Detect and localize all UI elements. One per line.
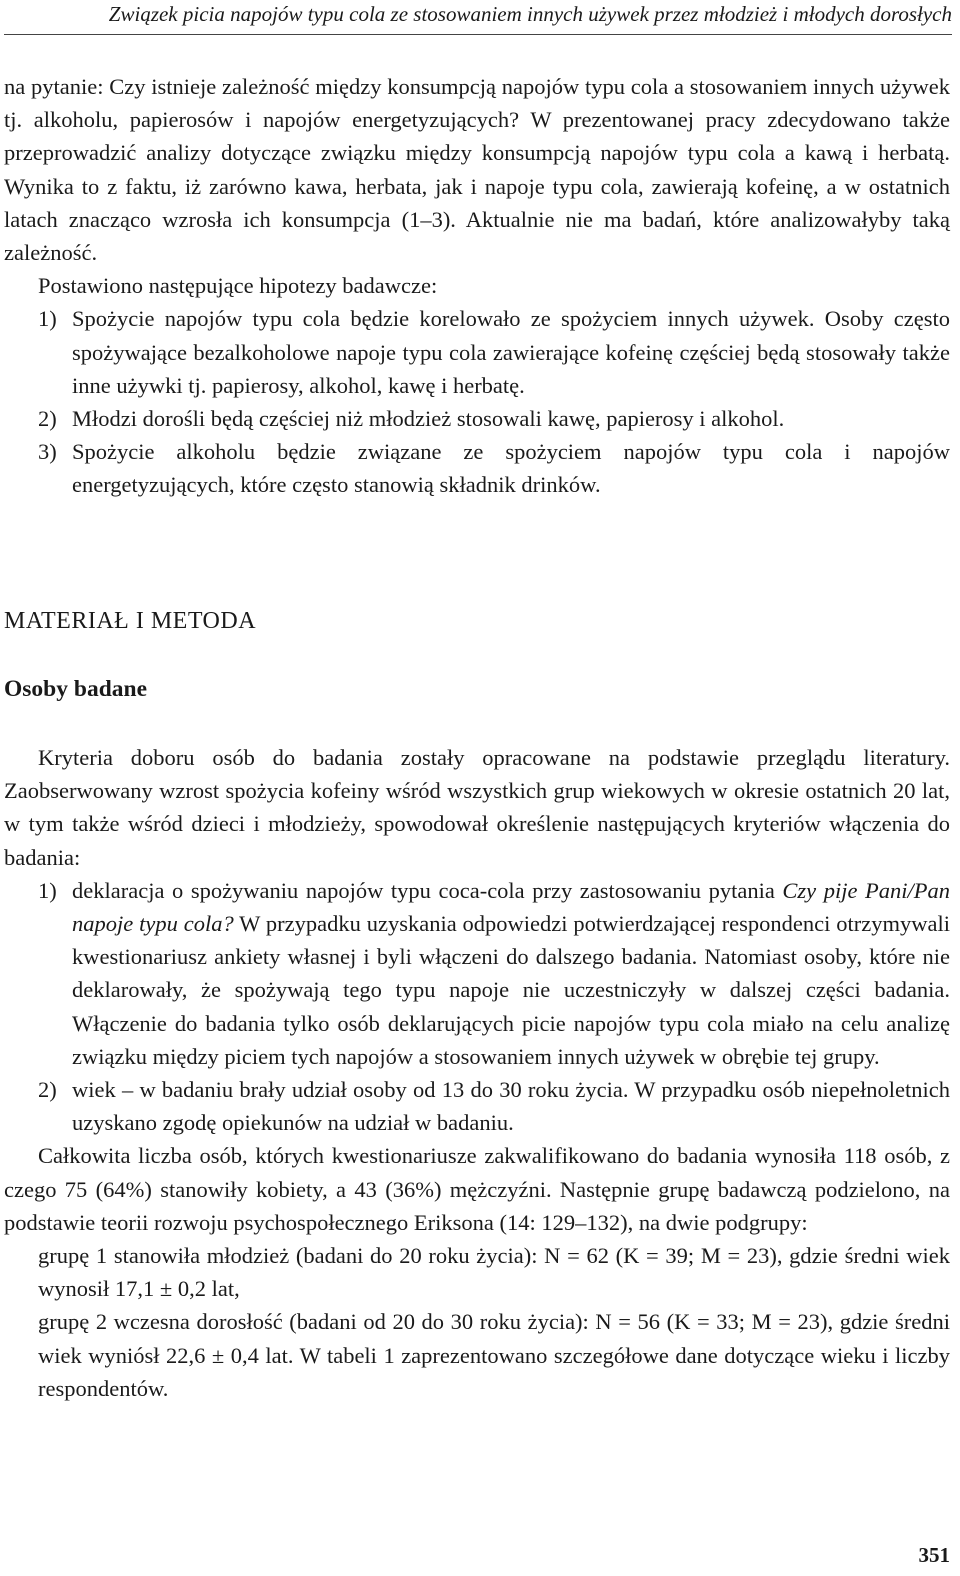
section-heading: MATERIAŁ I METODA: [4, 608, 257, 634]
list-item-number: 1): [38, 306, 57, 332]
list-item: [4, 874, 950, 1073]
list-item-text: Spożycie napojów typu cola będzie korelowało ze spożyciem innych używek. Osoby często spożywające bezalkoholowe napoje typu cola zawierające kofeinę częściej będą stosowały także inne używki tj. papierosy, alkohol, kawę i herbatę.: [72, 306, 950, 398]
list-item: grupę 1 stanowiła młodzież (badani do 20 roku życia): N = 62 (K = 39; M = 23), gdzie średni wiek wynosił 17,1 ± 0,2 lat,: [38, 1243, 950, 1302]
list-item-text-continued: W przypadku uzyskania odpowiedzi potwierdzającej respondenci otrzymywali kwestionariusz ankiety własnej i byli włączeni do dalszego badania. Natomiast osoby, które nie deklarowały, że spożywają tego typu napoje nie uczestniczyły w dalszej części badania. Włączenie do badania tylko osób deklarujących picie napojów typu cola miało na celu analizę związku między piciem tych napojów a stosowaniem innych używek w obrębie tej grupy.: [72, 911, 950, 1069]
criteria-list: [4, 874, 950, 1140]
list-item: [4, 402, 950, 435]
intro-paragraph: na pytanie: Czy istnieje zależność między konsumpcją napojów typu cola a stosowaniem innych używek tj. alkoholu, papierosów i napojów energetyzujących? W prezentowanej pracy zdecydowano także przeprowadzić analizy dotyczące związku między konsumpcją napojów typu cola a kawą i herbatą. Wynika to z faktu, iż zarówno kawa, herbata, jak i napoje typu cola, zawierają kofeinę, a w ostatnich latach znacząco wzrosła ich konsumpcja (1–3). Aktualnie nie ma badań, które analizowałyby taką zależność.: [4, 74, 950, 266]
list-item-text: deklaracja o spożywaniu napojów typu coca-cola przy zastosowaniu pytania: [72, 877, 783, 903]
list-item-number: 1): [38, 877, 57, 903]
list-item-text: wiek – w badaniu brały udział osoby od 13 do 30 roku życia. W przypadku osób niepełnoletnich uzyskano zgodę opiekunów na udział w badaniu.: [72, 1077, 950, 1136]
list-item-text: Spożycie alkoholu będzie związane ze spożyciem napojów typu cola i napojów energetyzujących, które często stanowią składnik drinków.: [72, 439, 950, 498]
groups-list: [4, 1239, 950, 1405]
running-header: Związek picia napojów typu cola ze stosowaniem innych używek przez młodzież i młodych dorosłych: [4, 0, 952, 35]
methods-block: [4, 741, 950, 1405]
intro-block: [4, 70, 950, 502]
list-item-number: 2): [38, 1077, 57, 1103]
list-item: [4, 1073, 950, 1139]
hypotheses-lead: Postawiono następujące hipotezy badawcze:: [38, 273, 438, 299]
sample-paragraph: Całkowita liczba osób, których kwestionariusze zakwalifikowano do badania wynosiła 118 osób, z czego 75 (64%) stanowiły kobiety, a 43 (36%) mężczyźni. Następnie grupę badawczą podzielono, na podstawie teorii rozwoju psychospołecznego Eriksona (14: 129–132), na dwie podgrupy:: [4, 1143, 950, 1235]
sub-heading: Osoby badane: [4, 676, 148, 702]
list-item: [4, 435, 950, 501]
question-text: Czy pije Pani/Pan napoje typu cola?: [72, 877, 951, 937]
list-item-number: 3): [38, 439, 57, 465]
hypotheses-list: [4, 302, 950, 501]
list-item: [4, 302, 950, 402]
list-item-number: 2): [38, 406, 57, 432]
page-number: 351: [918, 1543, 950, 1567]
methods-paragraph: Kryteria doboru osób do badania zostały opracowane na podstawie przeglądu literatury. Zaobserwowany wzrost spożycia kofeiny wśród wszystkich grup wiekowych w okresie ostatnich 20 lat, w tym także wśród dzieci i młodzieży, spowodował określenie następujących kryteriów włączenia do badania:: [4, 745, 950, 870]
list-item-text: Młodzi dorośli będą częściej niż młodzież stosowali kawę, papierosy i alkohol.: [72, 406, 785, 432]
list-item: grupę 2 wczesna dorosłość (badani od 20 do 30 roku życia): N = 56 (K = 33; M = 23), gdzie średni wiek wyniósł 22,6 ± 0,4 lat. W tabeli 1 zaprezentowano szczegółowe dane dotyczące wieku i liczby respondentów.: [38, 1309, 950, 1401]
